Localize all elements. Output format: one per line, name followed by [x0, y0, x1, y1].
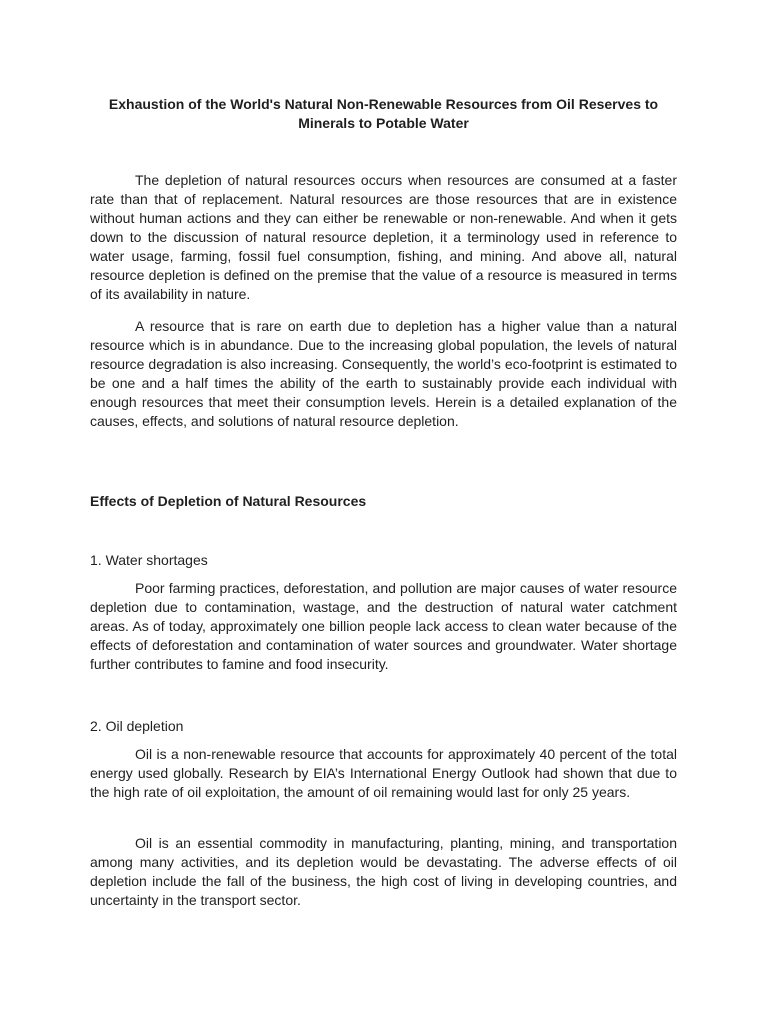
- water-paragraph-1: Poor farming practices, deforestation, and pollution are major causes of water resource depletion due to contamination, wastage, and the destruction of natural water catchment areas. As of today, approximately one billion people lack access to clean water because of the effects of deforestation and contamination of water sources and groundwater. Water shortage further contributes to famine and food insecurity.: [90, 580, 677, 672]
- oil-paragraph-1: Oil is a non-renewable resource that accounts for approximately 40 percent of the total energy used globally. Research by EIA’s International Energy Outlook had shown that due to the high rate of oil exploitation, the amount of oil remaining would last for only 25 years.: [90, 746, 677, 800]
- intro-paragraph-1: The depletion of natural resources occurs when resources are consumed at a faster rate than that of replacement. Natural resources are those resources that are in existence without human actions and they can either be renewable or non-renewable. And when it gets down to the discussion of natural resource depletion, it a terminology used in reference to water usage, farming, fossil fuel consumption, fishing, and mining. And above all, natural resource depletion is defined on the premise that the value of a resource is measured in terms of its availability in nature.: [90, 172, 677, 302]
- subsection-heading-water: 1. Water shortages: [90, 552, 208, 568]
- subsection-heading-oil: 2. Oil depletion: [90, 718, 184, 734]
- intro-paragraph-2: A resource that is rare on earth due to depletion has a higher value than a natural resource which is in abundance. Due to the increasing global population, the levels of natural resource degradation is also increasing. Consequently, the world’s eco-footprint is estimated to be one and a half times the ability of the earth to sustainably provide each individual with enough resources that meet their consumption levels. Herein is a detailed explanation of the causes, effects, and solutions of natural resource depletion.: [90, 318, 677, 429]
- document-title: Exhaustion of the World's Natural Non-Renewable Resources from Oil Reserves to Minerals to Potable Water: [108, 96, 659, 131]
- oil-paragraph-2: Oil is an essential commodity in manufacturing, planting, mining, and transportation among many activities, and its depletion would be devastating. The adverse effects of oil depletion include the fall of the business, the high cost of living in developing countries, and uncertainty in the transport sector.: [90, 835, 677, 908]
- section-heading: Effects of Depletion of Natural Resources: [90, 493, 367, 509]
